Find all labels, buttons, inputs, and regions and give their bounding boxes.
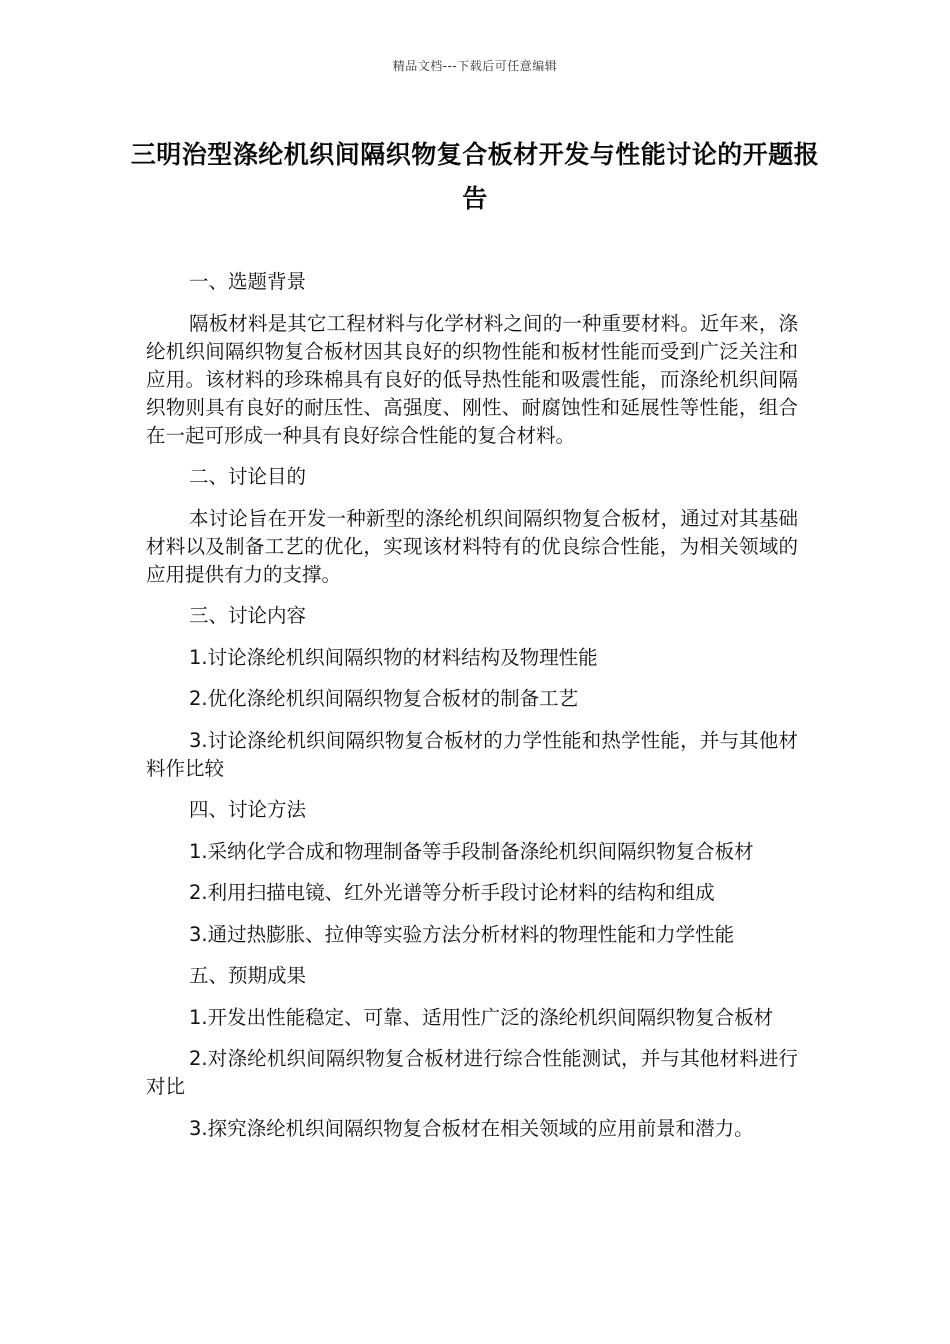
section-heading-outcomes: 五、预期成果 [189,964,307,987]
list-item-outcome-1: 1.开发出性能稳定、可靠、适用性广泛的涤纶机织间隔织物复合板材 [189,1005,774,1029]
list-item-method-1: 1.采纳化学合成和物理制备等手段制备涤纶机织间隔织物复合板材 [189,839,754,863]
list-item-content-3: 3.讨论涤纶机织间隔织物复合板材的力学性能和热学性能，并与其他材料作比较 [146,728,798,780]
header-note: 精品文档---下载后可任意编辑 [392,59,558,73]
section-heading-purpose: 二、讨论目的 [189,465,307,488]
document-body [146,268,798,1156]
document-title: 三明治型涤纶机织间隔织物复合板材开发与性能讨论的开题报告 [130,140,820,213]
paragraph-purpose: 本讨论旨在开发一种新型的涤纶机织间隔织物复合板材，通过对其基础材料以及制备工艺的优化，实现该材料特有的优良综合性能，为相关领域的应用提供有力的支撑。 [146,506,798,586]
section-heading-background: 一、选题背景 [189,270,307,293]
list-item-outcome-2: 2.对涤纶机织间隔织物复合板材进行综合性能测试，并与其他材料进行对比 [146,1047,798,1098]
paragraph-background: 隔板材料是其它工程材料与化学材料之间的一种重要材料。近年来，涤纶机织间隔织物复合板材因其良好的织物性能和板材性能而受到广泛关注和应用。该材料的珍珠棉具有良好的低导热性能和吸震性能，而涤纶机织间隔织物则具有良好的耐压性、高强度、刚性、耐腐蚀性和延展性等性能，组合在一起可形成一种具有良好综合性能的复合材料。 [146,311,798,447]
list-item-method-2: 2.利用扫描电镜、红外光谱等分析手段讨论材料的结构和组成 [189,881,715,904]
list-item-content-1: 1.讨论涤纶机织间隔织物的材料结构及物理性能 [189,645,598,669]
section-heading-content: 三、讨论内容 [189,604,307,627]
list-item-outcome-3: 3.探究涤纶机织间隔织物复合板材在相关领域的应用前景和潜力。 [189,1116,754,1140]
list-item-method-3: 3.通过热膨胀、拉伸等实验方法分析材料的物理性能和力学性能 [189,922,735,946]
section-heading-methods: 四、讨论方法 [189,798,307,821]
list-item-content-2: 2.优化涤纶机织间隔织物复合板材的制备工艺 [189,687,579,710]
